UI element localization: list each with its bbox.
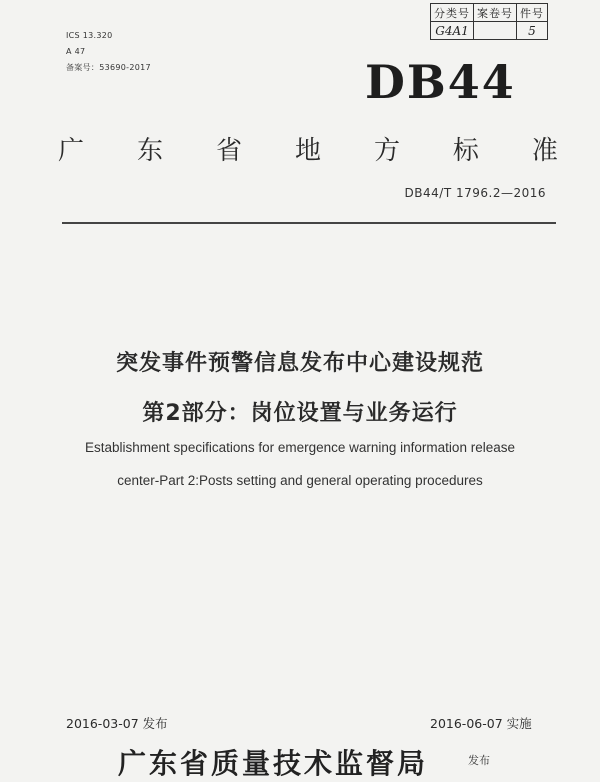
record-number: 备案号：53690-2017 [66,63,151,72]
stamp-value-category: G4A1 [431,22,474,40]
classification-code: A 47 [66,47,86,56]
stamp-value-volume [474,22,517,40]
standard-type-heading [58,130,558,167]
standard-number: DB44/T 1796.2—2016 [404,186,546,200]
stamp-header-volume: 案卷号 [474,4,517,22]
title-zh-line1: 突发事件预警信息发布中心建设规范 [115,351,484,376]
standard-code-logo: DB44 [365,55,516,109]
standard-type-char: 地 [294,136,321,166]
standard-type-char: 准 [531,136,558,166]
title-en-line1: Establishment specifications for emergence warning information release [85,440,515,455]
header-divider [62,222,556,224]
issue-date: 2016-03-07 发布 [66,716,168,731]
archive-stamp [430,3,548,40]
standard-type-char: 广 [58,136,85,166]
stamp-value-item: 5 [517,22,548,40]
standard-type-char: 标 [452,136,479,166]
title-en-line2: center-Part 2:Posts setting and general operating procedures [117,473,483,488]
ics-code: ICS 13.320 [66,31,113,40]
issuing-authority: 广东省质量技术监督局 [118,747,429,780]
stamp-header-category: 分类号 [431,4,474,22]
stamp-header-item: 件号 [517,4,548,22]
standard-type-char: 东 [136,136,163,166]
standard-type-char: 方 [373,136,400,166]
standard-type-char: 省 [215,136,242,166]
issuing-suffix: 发布 [468,754,490,767]
title-zh-line2: 第2部分：岗位设置与业务运行 [142,401,458,426]
implementation-date: 2016-06-07 实施 [430,716,532,731]
